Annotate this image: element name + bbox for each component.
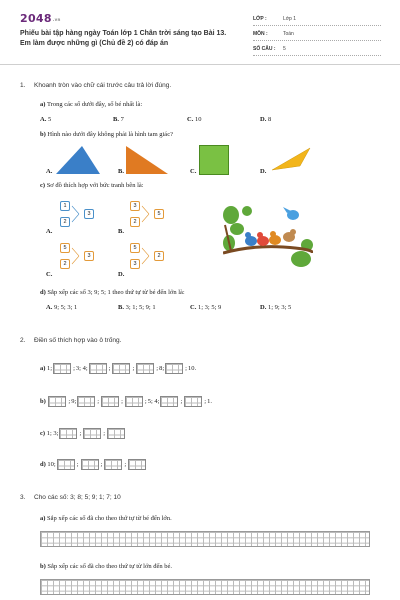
- q2d-sequence: d) 10; ; ; ;: [40, 459, 147, 470]
- diagram-a-part-1: 1: [60, 201, 70, 211]
- q1c-option-a[interactable]: A.: [46, 228, 53, 235]
- q2a-blank-2[interactable]: [89, 363, 107, 374]
- question-3: 3. Cho các số: 3; 8; 5; 9; 1; 7; 10: [20, 494, 121, 501]
- green-square-shape: [199, 145, 229, 175]
- q2a-blank-1[interactable]: [53, 363, 71, 374]
- diagram-b: [125, 196, 165, 236]
- diagram-a: [55, 196, 95, 236]
- q2b-blank-3[interactable]: [101, 396, 119, 407]
- q1c-prompt: c) Sơ đồ thích hợp với bức tranh bên là:: [40, 182, 144, 189]
- q1a-option-d[interactable]: D. 8: [260, 116, 272, 123]
- q3a-answer-grid[interactable]: [40, 531, 370, 547]
- diagram-c-part-1: 5: [60, 243, 70, 253]
- diagram-c-total: 3: [84, 251, 94, 261]
- q1b-option-a[interactable]: A.: [46, 168, 53, 175]
- diagram-a-total: 3: [84, 209, 94, 219]
- q2c-blank-3[interactable]: [107, 428, 125, 439]
- diagram-d: [125, 238, 165, 278]
- meta-subject: MÔN : Toán: [253, 31, 381, 41]
- q1b-option-b[interactable]: B.: [118, 168, 124, 175]
- q2c-sequence: c) 1; 3; ; ;: [40, 428, 126, 439]
- diagram-c: [55, 238, 95, 278]
- diagram-c-part-2: 2: [60, 259, 70, 269]
- diagram-b-part-2: 2: [130, 217, 140, 227]
- q2a-sequence: a) 1; ; 3; 4; ; ; ; 8; ; 10.: [40, 365, 197, 372]
- q1a-prompt: a) Trong các số dưới đây, số bé nhất là:: [40, 101, 143, 108]
- q1b-option-c[interactable]: C.: [190, 168, 197, 175]
- q1d-option-b[interactable]: B. 3; 1; 5; 9; 1: [118, 304, 156, 311]
- birds-illustration: [223, 205, 313, 271]
- q2b-blank-4[interactable]: [125, 396, 143, 407]
- page-header: [0, 0, 400, 65]
- q2a-blank-3[interactable]: [112, 363, 130, 374]
- q1c-option-c[interactable]: C.: [46, 271, 53, 278]
- diagram-d-total: 2: [154, 251, 164, 261]
- q2a-blank-5[interactable]: [165, 363, 183, 374]
- q2b-sequence: b) ; 9; ; ; ; 5; 4; ; ; 1.: [40, 398, 212, 405]
- q3b-answer-grid[interactable]: [40, 579, 370, 595]
- q1d-option-d[interactable]: D. 1; 9; 3; 5: [260, 304, 292, 311]
- q2d-blank-2[interactable]: [81, 459, 99, 470]
- meta-grade: LỚP : Lớp 1: [253, 16, 381, 26]
- q2d-blank-3[interactable]: [104, 459, 122, 470]
- q2b-blank-5[interactable]: [160, 396, 178, 407]
- meta-question-count: SỐ CÂU : 5: [253, 46, 381, 56]
- q1d-option-c[interactable]: C. 1; 3; 5; 9: [190, 304, 222, 311]
- q1a-option-b[interactable]: B. 7: [113, 116, 124, 123]
- q2d-blank-1[interactable]: [57, 459, 75, 470]
- q2b-blank-2[interactable]: [77, 396, 95, 407]
- yellow-triangle-shape: [268, 144, 314, 176]
- q1d-option-a[interactable]: A. 9; 5; 3; 1: [46, 304, 78, 311]
- q1b-prompt: b) Hình nào dưới đây không phải là hình tam giác?: [40, 131, 173, 138]
- document-title: Phiếu bài tập hàng ngày Toán lớp 1 Chân trời sáng tạo Bài 13. Em làm được những gì (Chủ đề 2) có đáp án: [20, 30, 227, 47]
- diagram-b-part-1: 3: [130, 201, 140, 211]
- orange-triangle-shape: [124, 144, 170, 176]
- q2c-blank-2[interactable]: [83, 428, 101, 439]
- site-logo[interactable]: 2048.vn: [20, 12, 61, 25]
- q2d-blank-4[interactable]: [128, 459, 146, 470]
- q2a-blank-4[interactable]: [136, 363, 154, 374]
- diagram-d-part-2: 3: [130, 259, 140, 269]
- q2c-blank-1[interactable]: [59, 428, 77, 439]
- question-1: 1. Khoanh tròn vào chữ cái trước câu trả lời đúng.: [20, 82, 172, 89]
- q3b-prompt: b) Sắp xếp các số đã cho theo thứ tự từ lớn đến bé.: [40, 563, 173, 570]
- q3a-prompt: a) Sắp xếp các số đã cho theo thứ tự từ bé đến lớn.: [40, 515, 172, 522]
- q1c-option-b[interactable]: B.: [118, 228, 124, 235]
- blue-triangle-shape: [52, 144, 102, 176]
- q2b-blank-6[interactable]: [184, 396, 202, 407]
- question-2: 2. Điền số thích hợp vào ô trống.: [20, 337, 122, 344]
- q1d-prompt: d) Sắp xếp các số 3; 9; 5; 1 theo thứ tự từ bé đến lớn là:: [40, 289, 185, 296]
- diagram-a-part-2: 2: [60, 217, 70, 227]
- q2b-blank-1[interactable]: [48, 396, 66, 407]
- q1b-option-d[interactable]: D.: [260, 168, 267, 175]
- diagram-b-total: 5: [154, 209, 164, 219]
- q1a-option-a[interactable]: A. 5: [40, 116, 52, 123]
- diagram-d-part-1: 5: [130, 243, 140, 253]
- q1c-option-d[interactable]: D.: [118, 271, 125, 278]
- q1a-option-c[interactable]: C. 10: [187, 116, 202, 123]
